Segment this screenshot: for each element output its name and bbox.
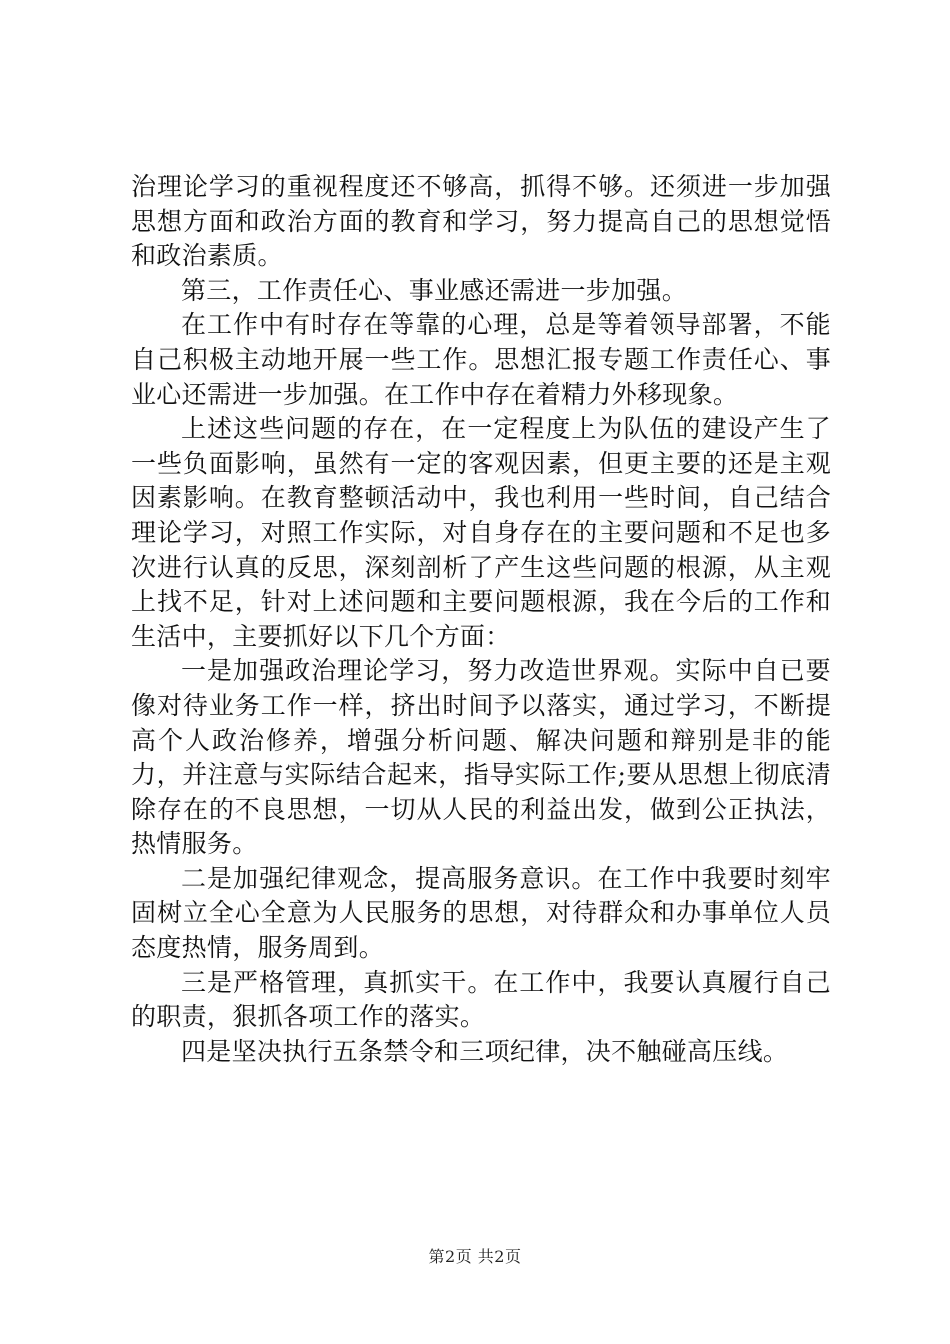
document-body xyxy=(131,170,831,1069)
paragraph: 第三，工作责任心、事业感还需进一步加强。 xyxy=(181,275,688,305)
paragraph: 在工作中有时存在等靠的心理，总是等着领导部署，不能自己积极主动地开展一些工作。思想汇报专题工作责任心、事业心还需进一步加强。在工作中存在着精力外移现象。 xyxy=(131,310,831,409)
paragraph: 上述这些问题的存在，在一定程度上为队伍的建设产生了一些负面影响，虽然有一定的客观因素，但更主要的还是主观因素影响。在教育整顿活动中，我也利用一些时间，自己结合理论学习，对照工作实际，对自身存在的主要问题和不足也多次进行认真的反思，深刻剖析了产生这些问题的根源，从主观上找不足，针对上述问题和主要问题根源，我在今后的工作和生活中，主要抓好以下几个方面： xyxy=(131,414,831,651)
paragraph: 四是坚决执行五条禁令和三项纪律，决不触碰高压线。 xyxy=(181,1036,789,1066)
paragraph: 治理论学习的重视程度还不够高，抓得不够。还须进一步加强思想方面和政治方面的教育和学习，努力提高自己的思想觉悟和政治素质。 xyxy=(131,172,831,271)
paragraph: 一是加强政治理论学习，努力改造世界观。实际中自已要像对待业务工作一样，挤出时间予以落实，通过学习，不断提高个人政治修养，增强分析问题、解决问题和辩别是非的能力，并注意与实际结合起来，指导实际工作;要从思想上彻底清除存在的不良思想，一切从人民的利益出发，做到公正执法，热情服务。 xyxy=(131,656,831,859)
paragraph: 三是严格管理，真抓实干。在工作中，我要认真履行自己的职责，狠抓各项工作的落实。 xyxy=(131,967,831,1032)
paragraph: 二是加强纪律观念，提高服务意识。在工作中我要时刻牢固树立全心全意为人民服务的思想，对待群众和办事单位人员态度热情，服务周到。 xyxy=(131,863,831,963)
page-number-footer: 第2页 共2页 xyxy=(428,1247,522,1266)
